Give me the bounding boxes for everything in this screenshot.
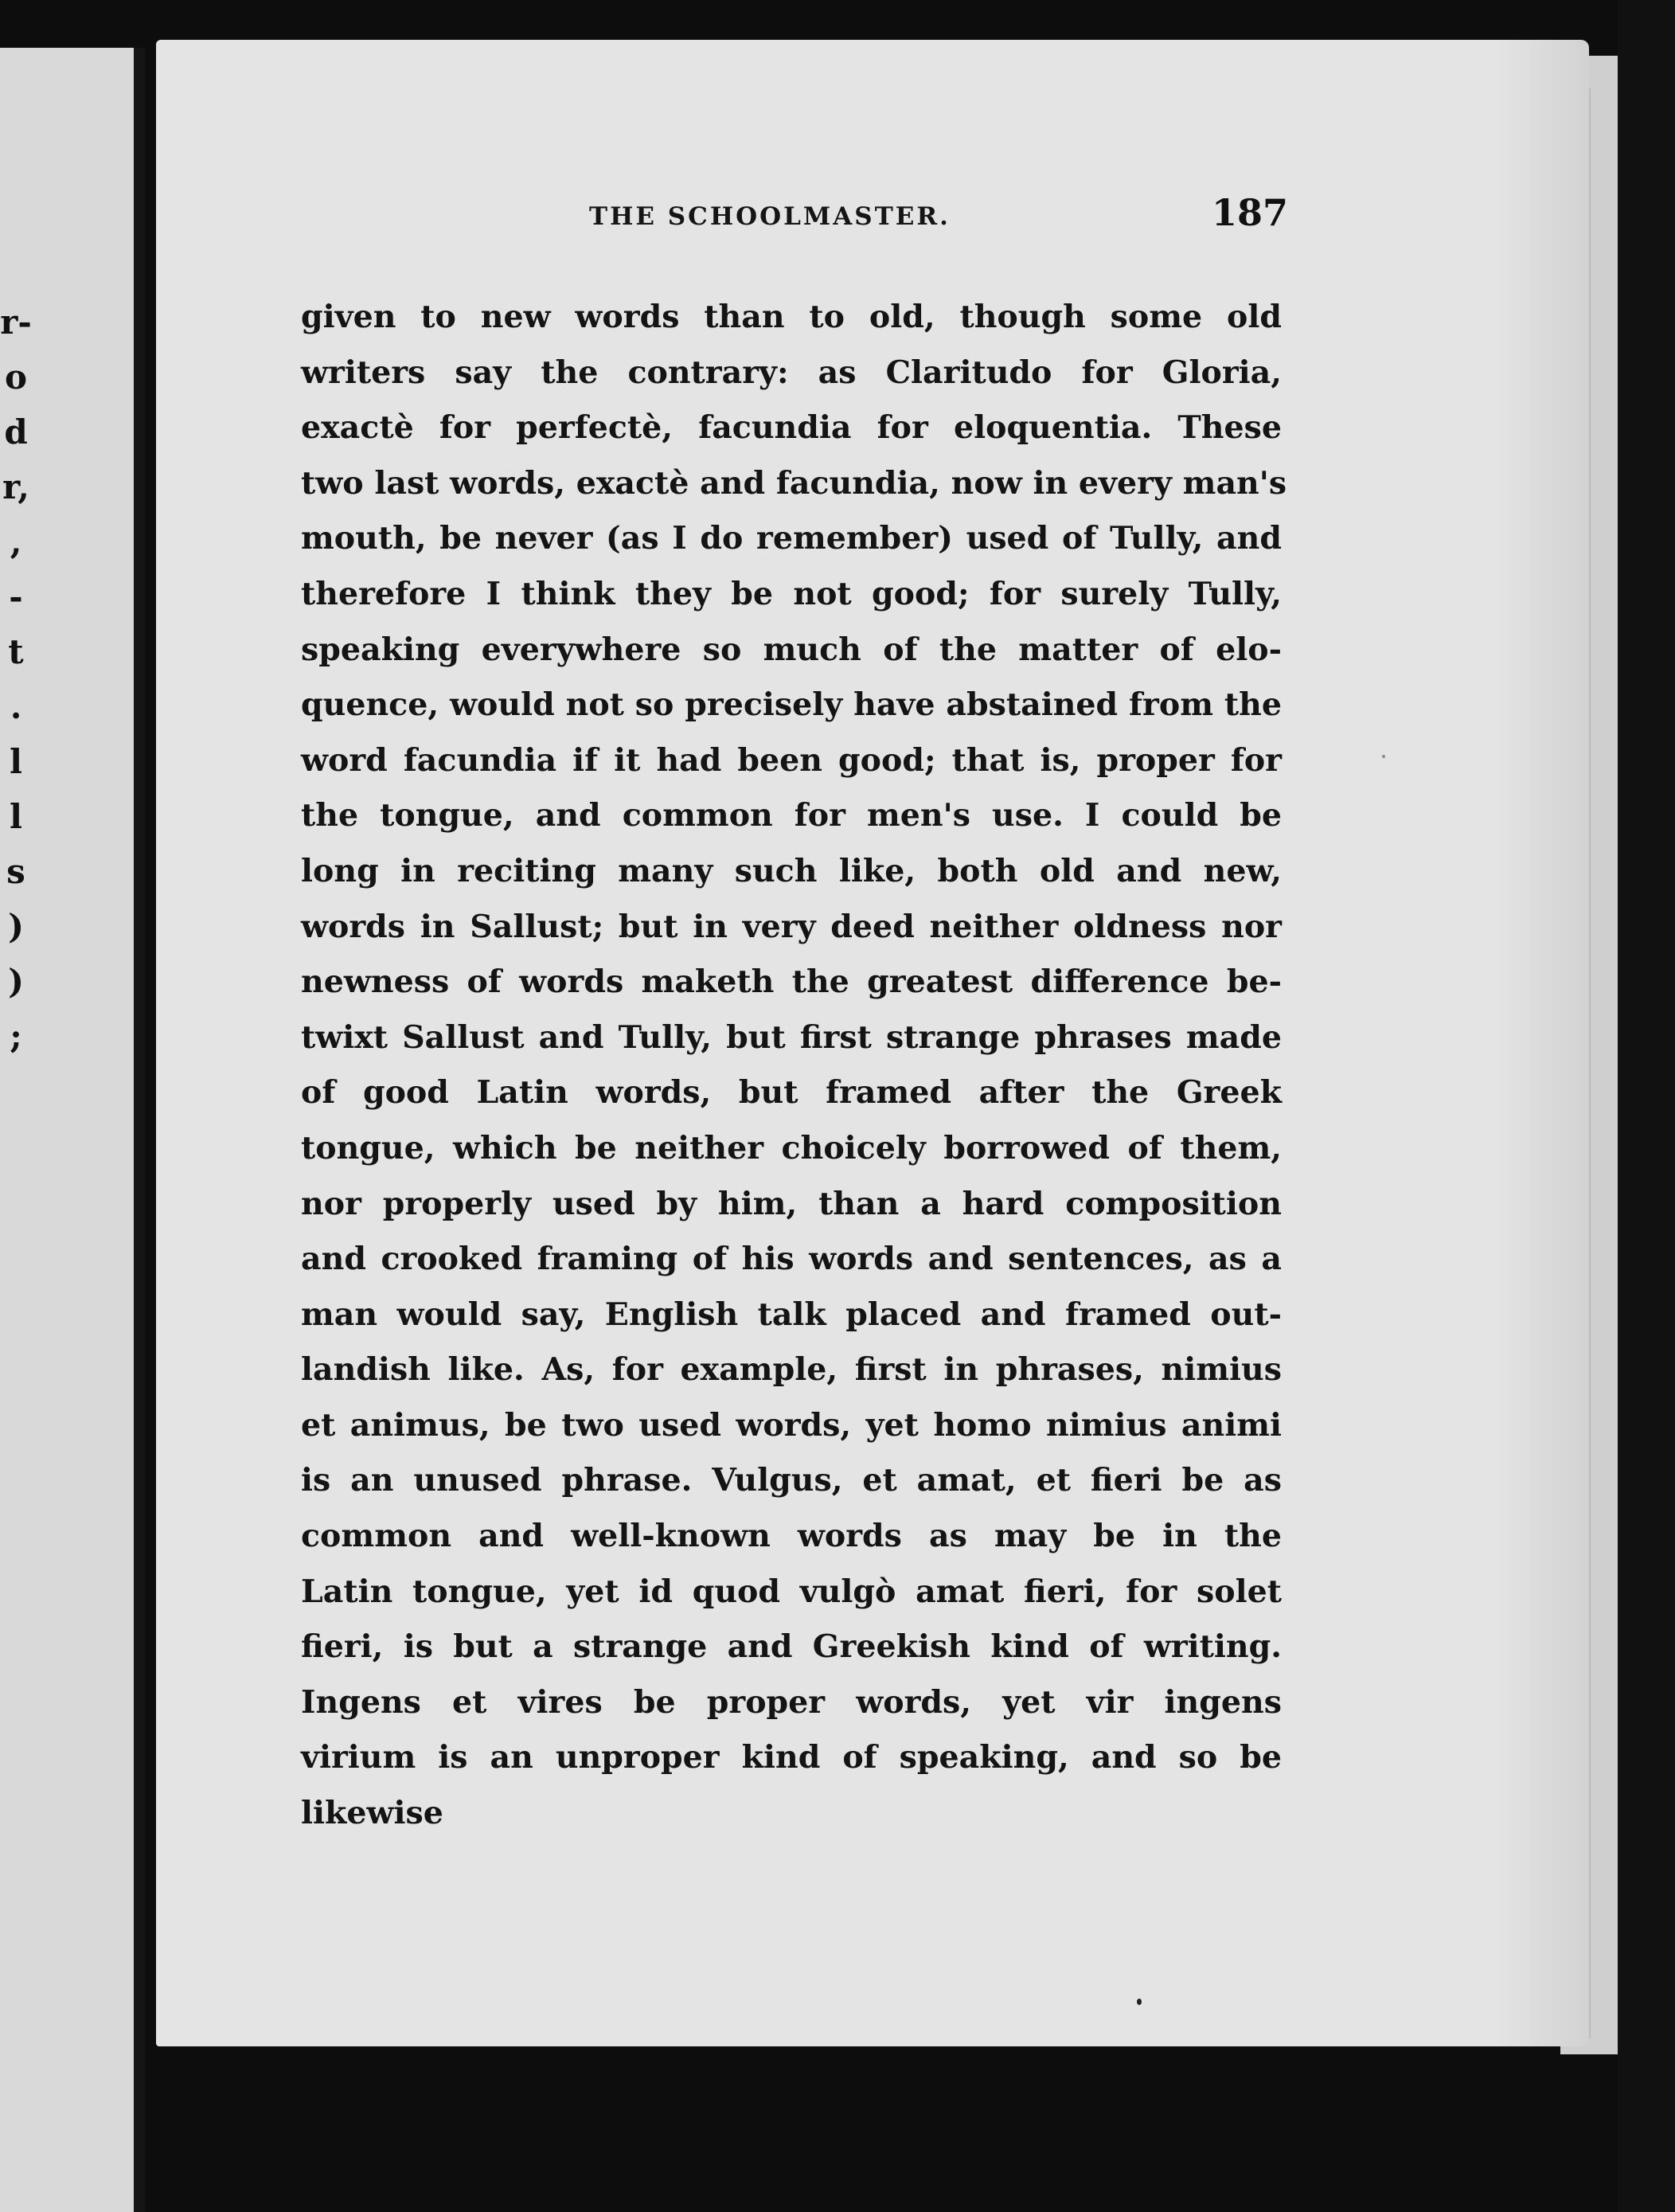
ink-speck [1137,1999,1142,2005]
text-line: writers say the contrary: as Claritudo for Gloria, [301,354,1282,391]
text-line: Ingens et vires be proper words, yet vir ingens [301,1683,1282,1721]
text-line: words in Sallust; but in very deed neither oldness nor [301,908,1282,945]
margin-fragment: - [9,577,23,616]
text-line: quence, would not so precisely have abstained from the [301,686,1282,724]
text-line: therefore I think they be not good; for surely Tully, [301,575,1282,612]
previous-page-line-endings [0,295,32,1064]
text-line: likewise [301,1795,443,1832]
body-text [301,290,1287,1842]
text-line: common and well-known words as may be in the [301,1518,1282,1555]
gutter-shadow [134,48,145,2212]
text-line: and crooked framing of his words and sentences, as a [301,1241,1282,1278]
text-line: mouth, be never (as I do remember) used of Tully, and [301,520,1282,557]
text-line: the tongue, and common for men's use. I could be [301,797,1282,834]
scan-border [1618,0,1675,2212]
margin-fragment: ; [10,1017,22,1056]
margin-fragment: t [8,632,24,671]
margin-fragment: , [10,522,22,561]
page-number: 187 [1212,191,1289,234]
text-line: speaking everywhere so much of the matter of elo- [301,631,1282,668]
text-line: virium is an unproper kind of speaking, and so be [301,1739,1282,1776]
margin-fragment: d [4,412,28,451]
margin-fragment: l [10,742,22,781]
text-line: man would say, English talk placed and framed out- [301,1296,1282,1333]
margin-fragment: ) [8,907,24,946]
text-line: tongue, which be neither choicely borrowed of them, [301,1129,1282,1167]
text-line: Latin tongue, yet id quod vulgò amat fieri, for solet [301,1573,1282,1610]
margin-fragment: s [6,852,25,891]
margin-fragment: r, [2,467,29,506]
margin-fragment: r- [0,303,32,342]
text-line: landish like. As, for example, first in phrases, nimius [301,1351,1282,1389]
text-line: long in reciting many such like, both old and new, [301,852,1282,889]
text-line: nor properly used by him, than a hard composition [301,1185,1282,1222]
text-line: is an unused phrase. Vulgus, et amat, et fieri be as [301,1462,1282,1499]
text-line: twixt Sallust and Tully, but first strange phrases made [301,1018,1282,1056]
text-line: et animus, be two used words, yet homo nimius animi [301,1406,1282,1444]
page-shading [1493,40,1589,2046]
text-line: exactè for perfectè, facundia for eloquentia. These [301,409,1282,447]
margin-fragment: o [4,358,27,397]
text-line: given to new words than to old, though some old [301,299,1282,335]
text-line: fieri, is but a strange and Greekish kind of writing. [301,1628,1282,1666]
text-line: two last words, exactè and facundia, now in every man's [301,464,1287,502]
text-line: word facundia if it had been good; that is, proper for [301,741,1282,779]
margin-fragment: ) [8,962,24,1001]
running-head: THE SCHOOLMASTER. [589,202,951,231]
margin-fragment: l [10,797,22,836]
ink-speck [1382,755,1385,758]
text-line: of good Latin words, but framed after the Greek [301,1074,1282,1112]
margin-fragment: . [10,687,22,726]
text-line: newness of words maketh the greatest difference be- [301,963,1282,1001]
